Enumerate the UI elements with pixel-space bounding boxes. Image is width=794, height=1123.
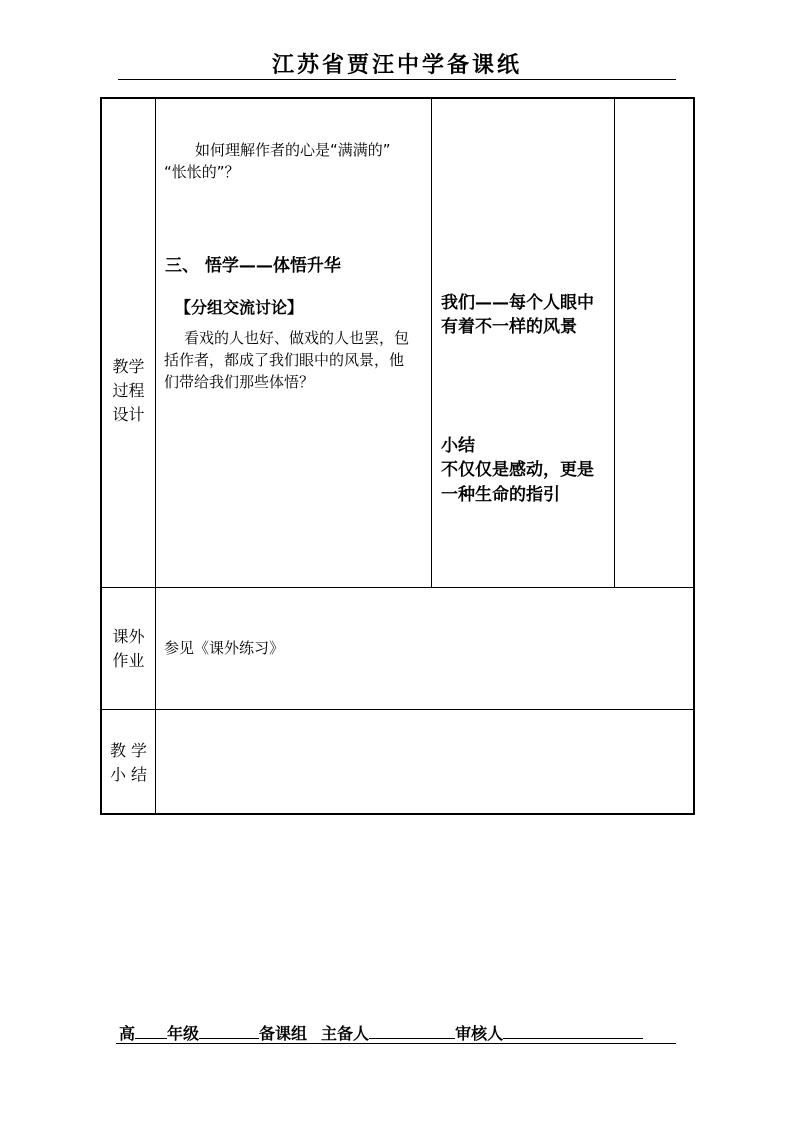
- group-label: 备课组: [259, 1024, 308, 1043]
- summary-line: 不仅仅是感动，更是: [441, 460, 594, 480]
- column-divider-label: [155, 99, 156, 813]
- footer-divider: [116, 1043, 676, 1044]
- preparer-blank: [369, 1022, 455, 1039]
- summary-line: 一种生命的指引: [441, 485, 560, 505]
- homework-label-line: 课外: [112, 627, 145, 646]
- process-label-line: 过程: [112, 381, 145, 400]
- column-divider-content: [431, 99, 432, 587]
- homework-label-line: 作业: [112, 651, 145, 670]
- homework-label: [102, 625, 155, 673]
- teaching-summary-label: [102, 739, 155, 787]
- discussion-line: 们带给我们那些体悟？: [164, 373, 315, 391]
- column-divider-notes: [614, 99, 615, 587]
- process-label-line: 设计: [112, 405, 145, 424]
- grade-level-blank: [199, 1022, 259, 1039]
- header-divider: [118, 79, 676, 80]
- side-note-line: 我们——每个人眼中: [441, 293, 594, 313]
- side-note-line: 有着不一样的风景: [441, 317, 577, 337]
- reviewer-label: 审核人: [455, 1024, 504, 1043]
- group-discussion-title: 【分组交流讨论】: [175, 298, 304, 317]
- discussion-line: 看戏的人也好、做戏的人也罢，包: [184, 329, 410, 347]
- reviewer-blank: [503, 1022, 643, 1039]
- question-line: 如何理解作者的心是“满满的”: [195, 141, 391, 159]
- page-title: 江苏省贾汪中学备课纸: [271, 52, 522, 78]
- discussion-line: 括作者，都成了我们眼中的风景，他: [164, 351, 405, 369]
- process-label: [102, 355, 155, 427]
- grade-label: 年级: [167, 1024, 200, 1043]
- section-heading: 三、 悟学——体悟升华: [165, 256, 341, 276]
- process-label-line: 教学: [112, 357, 145, 376]
- footer-signature-line: [119, 1022, 679, 1045]
- row-divider-process: [102, 587, 693, 588]
- lesson-table: [100, 97, 695, 815]
- summary-title: 小结: [441, 436, 475, 456]
- homework-content: 参见《课外练习》: [164, 639, 285, 657]
- grade-blank: [135, 1022, 167, 1039]
- question-line: “怅怅的”？: [164, 163, 240, 181]
- grade-prefix: 高: [119, 1024, 136, 1043]
- teaching-summary-label-line: 教 学: [109, 741, 148, 760]
- row-divider-homework: [102, 709, 693, 710]
- teaching-summary-label-line: 小 结: [109, 765, 148, 784]
- preparer-label: 主备人: [321, 1024, 370, 1043]
